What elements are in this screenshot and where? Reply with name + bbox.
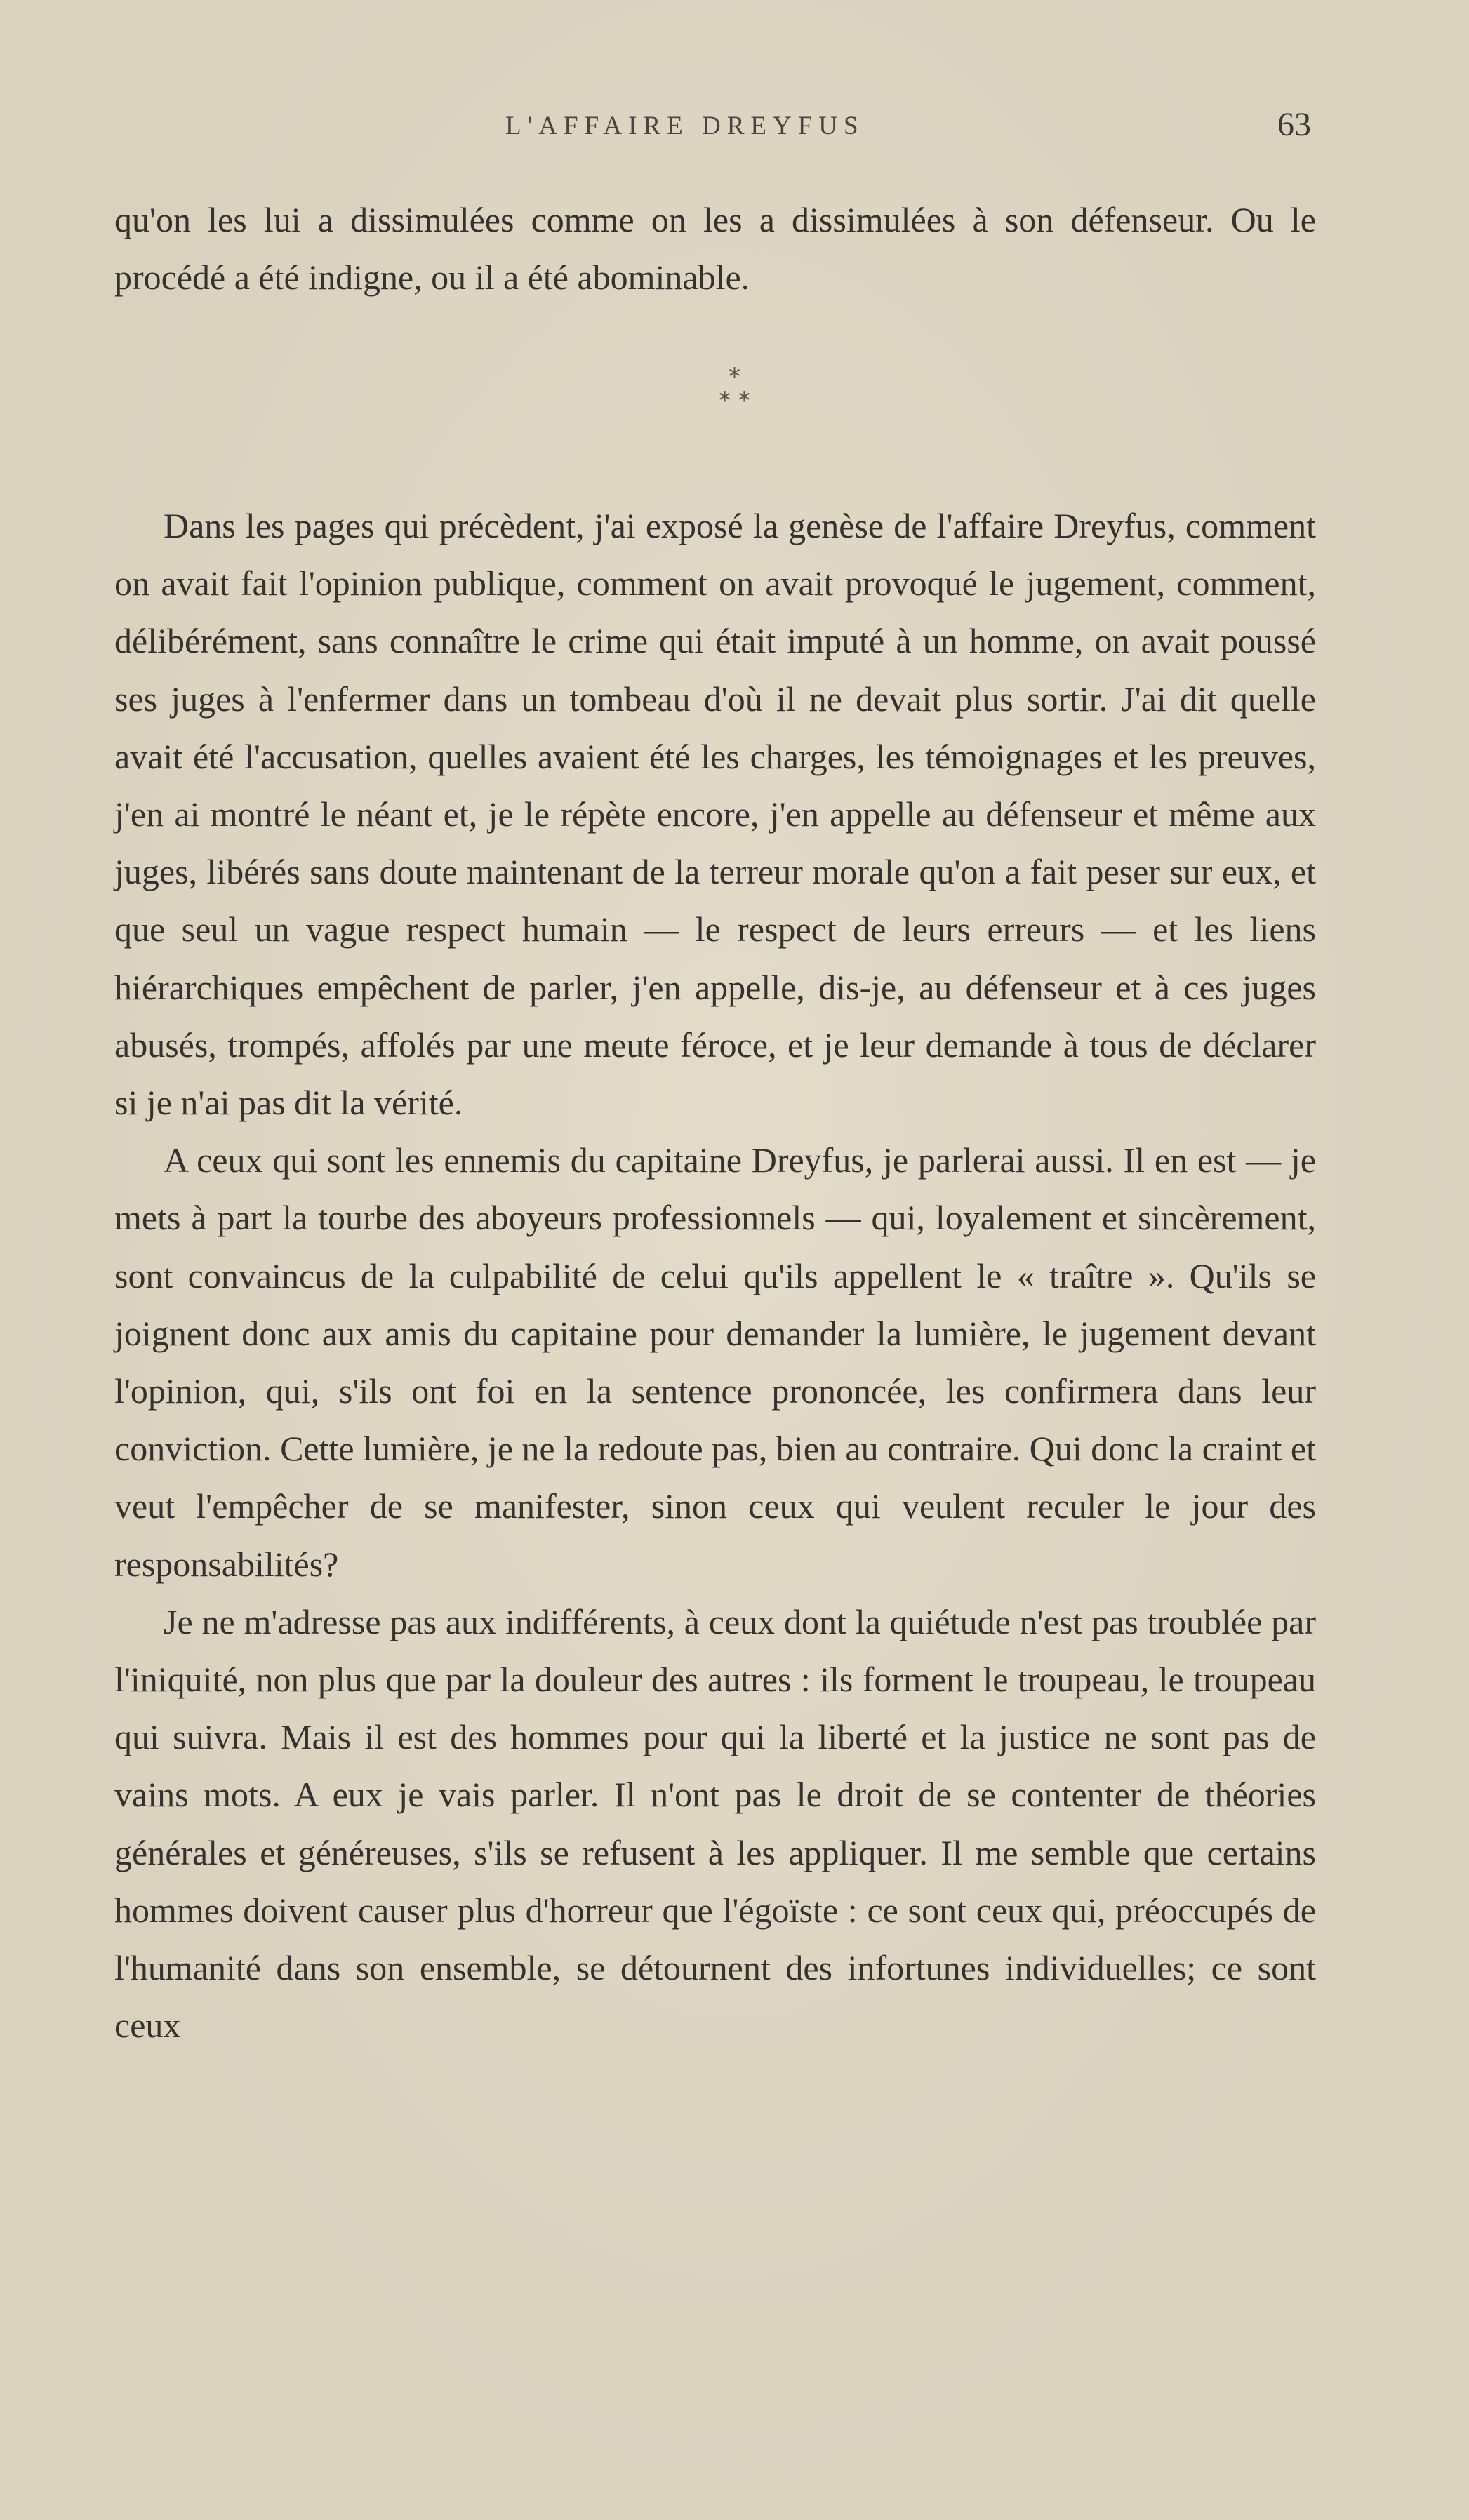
running-head	[0, 105, 1469, 154]
opening-paragraph: qu'on les lui a dissimulées comme on les a dissimulées à son défenseur. Ou le procédé a été indigne, ou il a été abominable.	[114, 200, 1316, 298]
paragraph: Je ne m'adresse pas aux indifférents, à ceux dont la quiétude n'est pas troublée par l'iniquité, non plus que par la douleur des autres : ils forment le troupeau, le troupeau qui suivra. Mais il est des hommes pour qui la liberté et la justice ne sont pas de vains mots. A eux je vais parler. Il n'ont pas le droit de se contenter de théories générales et généreuses, s'ils se refusent à les appliquer. Il me semble que certains hommes doivent causer plus d'horreur que l'égoïste : ce sont ceux qui, préoccupés de l'humanité dans son ensemble, se détournent des infortunes individuelles; ce sont ceux	[114, 1601, 1316, 2046]
paragraph: Dans les pages qui précèdent, j'ai exposé la genèse de l'affaire Dreyfus, comment on avait fait l'opinion publique, comment on avait provoqué le jugement, comment, délibérément, sans connaître le crime qui était imputé à un homme, on avait poussé ses juges à l'enfermer dans un tombeau d'où il ne devait plus sortir. J'ai dit quelle avait été l'accusation, quelles avaient été les charges, les témoignages et les preuves, j'en ai montré le néant et, je le répète encore, j'en appelle au défenseur et même aux juges, libérés sans doute maintenant de la terreur morale qu'on a fait peser sur eux, et que seul un vague respect humain — le respect de leurs erreurs — et les liens hiérarchiques empêchent de parler, j'en appelle, dis-je, au défenseur et à ces juges abusés, trompés, affolés par une meute féroce, et je leur demande à tous de déclarer si je n'ai pas dit la vérité.	[114, 506, 1316, 1123]
opening-text-block	[114, 191, 1316, 306]
page-number: 63	[1277, 106, 1311, 143]
section-break-asterism	[0, 365, 1469, 428]
asterism-bottom: * *	[719, 387, 750, 415]
paragraph: A ceux qui sont les ennemis du capitaine Dreyfus, je parlerai aussi. Il en est — je mets à part la tourbe des aboyeurs professionnels — qui, loyalement et sincèrement, sont convaincus de la culpabilité de celui qu'ils appellent le « traître ». Qu'ils se joignent donc aux amis du capitaine pour demander la lumière, le jugement devant l'opinion, qui, s'ils ont foi en la sentence prononcée, les confirmera dans leur conviction. Cette lumière, je ne la redoute pas, bien au contraire. Qui donc la craint et veut l'empêcher de se manifester, sinon ceux qui veulent reculer le jour des responsabilités?	[114, 1140, 1316, 1584]
running-title: L'AFFAIRE DREYFUS	[505, 112, 865, 140]
main-text-block	[114, 497, 1316, 2054]
asterism-top: *	[729, 363, 740, 391]
